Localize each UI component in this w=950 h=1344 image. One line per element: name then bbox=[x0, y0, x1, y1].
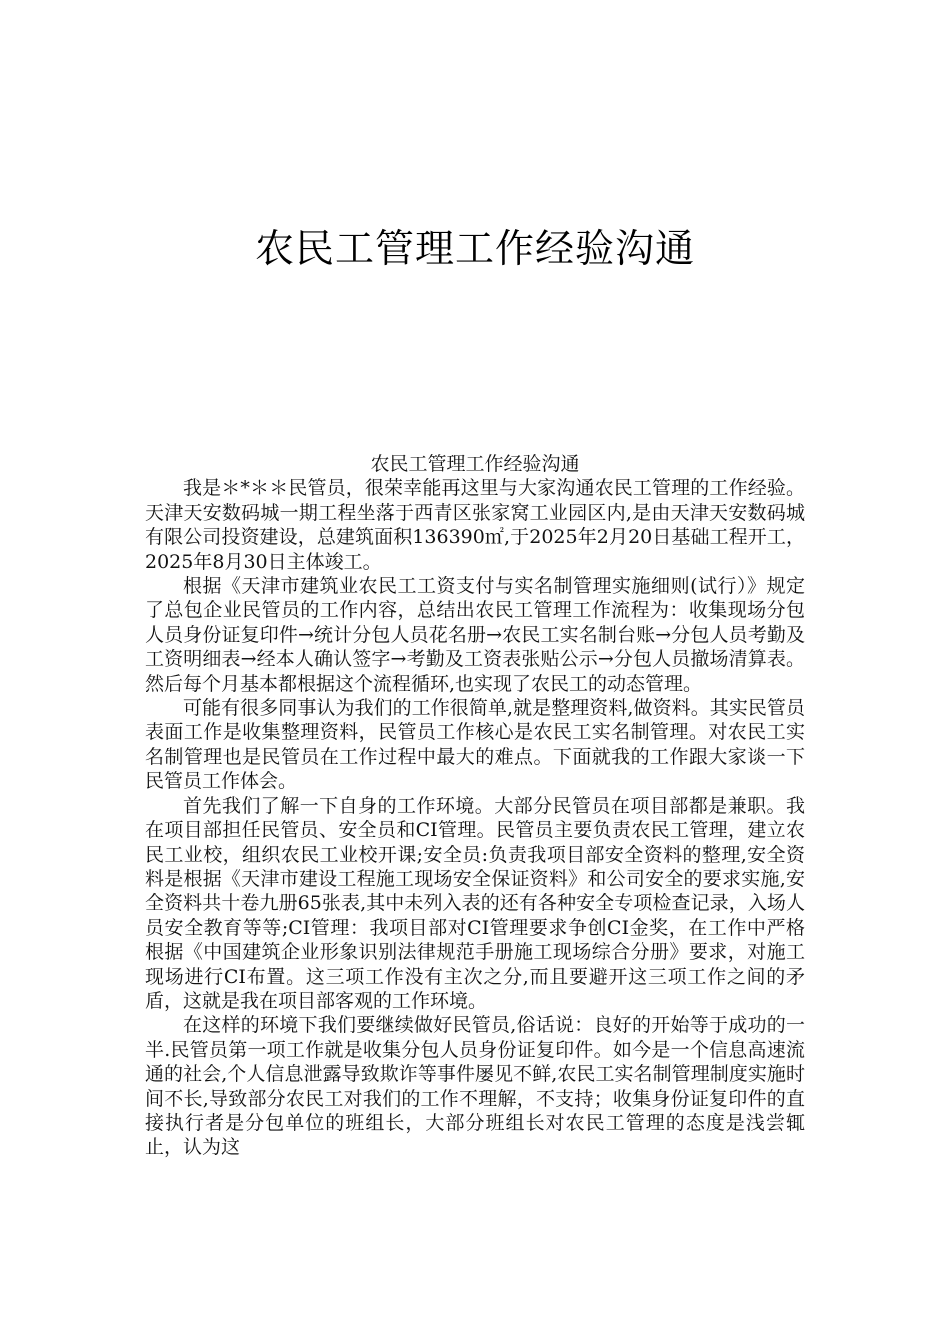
paragraph-workflow: 根据《天津市建筑业农民工工资支付与实名制管理实施细则(试行）》规定了总包企业民管员的工作内容，总结出农民工管理工作流程为：收集现场分包人员身份证复印件→统计分包人员花名册→农民工实名制台账→分包人员考勤及工资明细表→经本人确认签字→考勤及工资表张贴公示→分包人员撤场清算表。然后每个月基本都根据这个流程循环,也实现了农民工的动态管理。 bbox=[145, 575, 805, 695]
paragraph-id-collection: 在这样的环境下我们要继续做好民管员,俗话说：良好的开始等于成功的一半.民管员第一项工作就是收集分包人员身份证复印件。如今是一个信息高速流通的社会,个人信息泄露导致欺诈等事件屡见不鲜,农民工实名制管理制度实施时间不长,导致部分农民工对我们的工作不理解，不支持；收集身份证复印件的直接执行者是分包单位的班组长，大部分班组长对农民工管理的态度是浅尝辄止，认为这 bbox=[145, 1014, 805, 1159]
document-body bbox=[145, 452, 805, 1160]
paragraph-core-work: 可能有很多同事认为我们的工作很简单,就是整理资料,做资料。其实民管员表面工作是收集整理资料，民管员工作核心是农民工实名制管理。对农民工实名制管理也是民管员在工作过程中最大的难点。下面就我的工作跟大家谈一下民管员工作体会。 bbox=[145, 697, 805, 793]
cover-title: 农民工管理工作经验沟通 bbox=[254, 227, 695, 272]
paragraph-work-environment: 首先我们了解一下自身的工作环境。大部分民管员在项目部都是兼职。我在项目部担任民管员、安全员和CI管理。民管员主要负责农民工管理，建立农民工业校，组织农民工业校开课;安全员:负责我项目部安全资料的整理,安全资料是根据《天津市建设工程施工现场安全保证资料》和公司安全的要求实施,安全资料共十卷九册65张表,其中未列入表的还有各种安全专项检查记录，入场人员安全教育等等;CI管理：我项目部对CI管理要求争创CI金奖，在工作中严格根据《中国建筑企业形象识别法律规范手册施工现场综合分册》要求，对施工现场进行CI布置。这三项工作没有主次之分,而且要避开这三项工作之间的矛盾，这就是我在项目部客观的工作环境。 bbox=[145, 794, 805, 1012]
paragraph-intro: 我是＊*＊＊民管员，很荣幸能再这里与大家沟通农民工管理的工作经验。天津天安数码城一期工程坐落于西青区张家窝工业园区内,是由天津天安数码城有限公司投资建设，总建筑面积136390㎡,于2025年2月20日基础工程开工，2025年8月30日主体竣工。 bbox=[145, 477, 805, 573]
document-heading: 农民工管理工作经验沟通 bbox=[370, 453, 580, 475]
